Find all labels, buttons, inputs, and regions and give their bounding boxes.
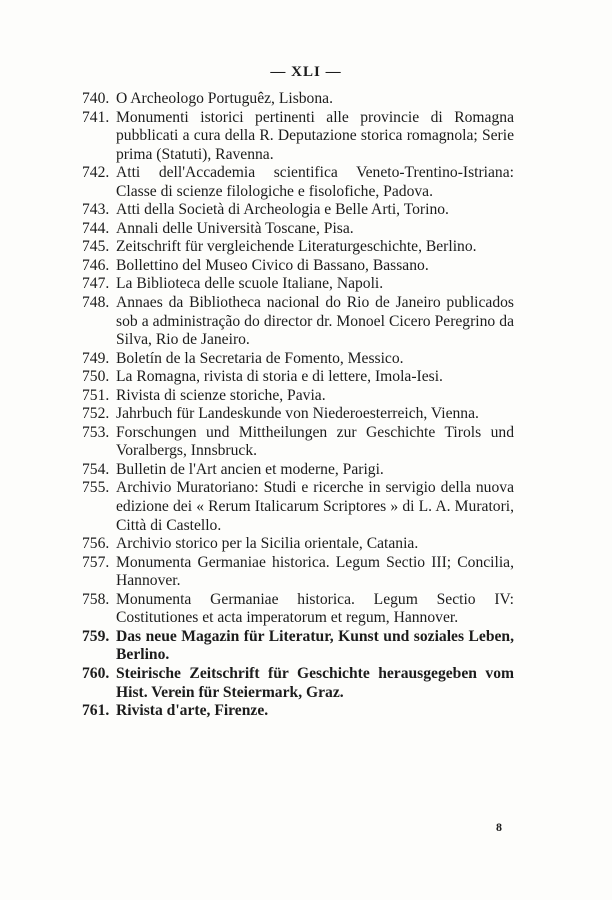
entry-number: 745. (82, 238, 110, 256)
list-item (82, 220, 514, 239)
entry-number: 740. (82, 90, 110, 107)
entry-number: 760. (82, 664, 110, 682)
list-item (82, 461, 514, 480)
entry-text: Rivista d'arte, Firenze. (116, 702, 269, 720)
list-item (82, 368, 514, 387)
list-item (82, 109, 514, 165)
entry-text: Jahrbuch für Landeskunde von Niederoesterreich, Vienna. (116, 405, 479, 423)
signature-mark: 8 (496, 820, 502, 834)
periodicals-list (82, 90, 514, 721)
list-item (82, 164, 514, 201)
entry-number: 744. (82, 219, 110, 237)
entry-text: Das neue Magazin für Literatur, Kunst und soziales Leben, Berlino. (116, 627, 514, 664)
entry-text: La Romagna, rivista di storia e di lettere, Imola-Iesi. (116, 368, 443, 386)
list-item (82, 554, 514, 591)
list-item (82, 275, 514, 294)
list-item (82, 350, 514, 369)
list-item (82, 257, 514, 276)
entry-text: Monumenta Germaniae historica. Legum Sectio III; Concilia, Hannover. (116, 553, 514, 590)
entry-number: 759. (82, 627, 110, 645)
entry-number: 750. (82, 368, 110, 386)
entry-number: 753. (82, 423, 110, 441)
entry-number: 755. (82, 479, 110, 497)
list-item (82, 201, 514, 220)
entry-number: 749. (82, 349, 110, 367)
entry-number: 757. (82, 553, 110, 571)
entry-number: 752. (82, 405, 110, 423)
entry-text: Forschungen und Mittheilungen zur Geschichte Tirols und Voralbergs, Innsbruck. (116, 423, 514, 460)
list-item (82, 294, 514, 350)
entry-number: 748. (82, 294, 110, 312)
entry-text: Annali delle Università Toscane, Pisa. (116, 219, 354, 237)
entry-text: Rivista di scienze storiche, Pavia. (116, 386, 326, 404)
list-item (82, 238, 514, 257)
page-header (0, 64, 612, 81)
entry-number: 747. (82, 275, 110, 293)
entry-number: 754. (82, 460, 110, 478)
entry-text: Monumenti istorici pertinenti alle provincie di Romagna pubblicati a cura della R. Deputazione storica romagnola; Serie prima (Statuti), Ravenna. (116, 108, 514, 163)
entry-text: Boletín de la Secretaria de Fomento, Messico. (116, 349, 404, 367)
list-item (82, 424, 514, 461)
entry-text: Bulletin de l'Art ancien et moderne, Parigi. (116, 460, 384, 478)
entry-number: 743. (82, 201, 110, 219)
list-item (82, 628, 514, 665)
entry-text: Atti della Società di Archeologia e Belle Arti, Torino. (116, 201, 449, 219)
entry-number: 756. (82, 535, 110, 553)
list-item (82, 387, 514, 406)
entry-text: Archivio Muratoriano: Studi e ricerche in servigio della nuova edizione dei « Rerum Italicarum Scriptores » di L. A. Muratori, Città di Castello. (116, 479, 514, 534)
list-item (82, 535, 514, 554)
entry-text: Annaes da Bibliotheca nacional do Rio de Janeiro publicados sob a administração do director dr. Monoel Cicero Peregrino da Silva, Rio de Janeiro. (116, 294, 514, 349)
entry-text: Zeitschrift für vergleichende Literaturgeschichte, Berlino. (116, 238, 477, 256)
entry-text: La Biblioteca delle scuole Italiane, Napoli. (116, 275, 384, 293)
entry-text: Steirische Zeitschrift für Geschichte herausgegeben vom Hist. Verein für Steiermark, Graz. (116, 664, 514, 701)
entry-number: 758. (82, 590, 110, 608)
page-number: — XLI — (270, 64, 342, 80)
list-item (82, 702, 514, 721)
entry-text: Atti dell'Accademia scientifica Veneto-Trentino-Istriana: Classe di scienze filologiche e fisolofiche, Padova. (116, 164, 514, 200)
entry-text: Monumenta Germaniae historica. Legum Sectio IV: Costitutiones et acta imperatorum et regum, Hannover. (116, 590, 514, 627)
list-item (82, 591, 514, 628)
list-item (82, 90, 514, 109)
entry-number: 761. (82, 702, 110, 720)
entry-number: 742. (82, 164, 110, 182)
list-item (82, 665, 514, 702)
entry-text: O Archeologo Portuguêz, Lisbona. (116, 90, 333, 107)
entry-number: 751. (82, 386, 110, 404)
entry-number: 741. (82, 108, 110, 126)
list-item (82, 479, 514, 535)
entry-number: 746. (82, 256, 110, 274)
list-item (82, 405, 514, 424)
entry-text: Archivio storico per la Sicilia orientale, Catania. (116, 535, 419, 553)
entry-text: Bollettino del Museo Civico di Bassano, Bassano. (116, 256, 429, 274)
